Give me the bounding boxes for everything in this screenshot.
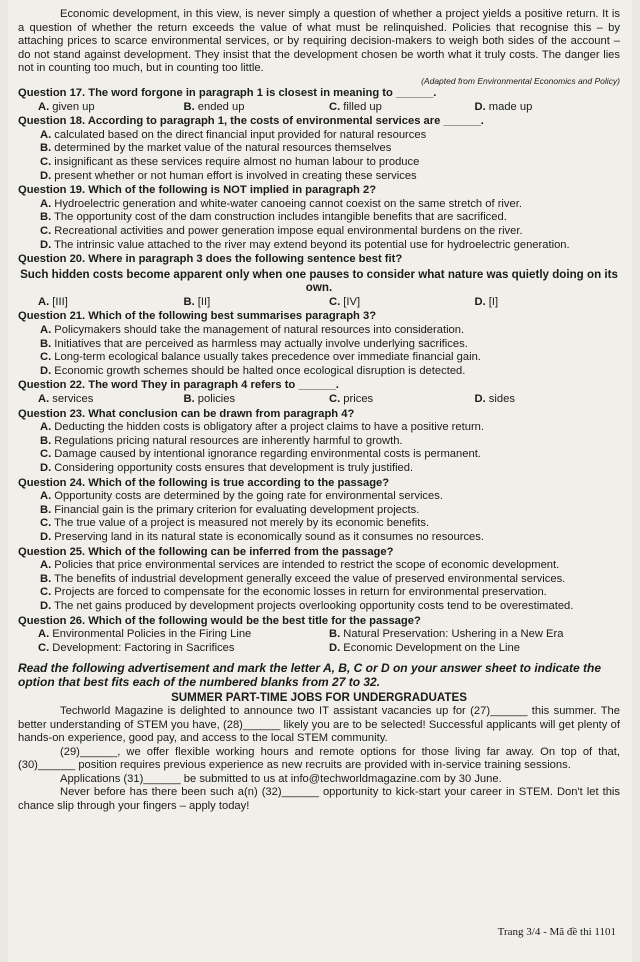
- question-list: [18, 87, 620, 655]
- answer-option[interactable]: D. Considering opportunity costs ensures that development is truly justified.: [40, 462, 414, 474]
- answer-option[interactable]: D. present whether or not human effort is involved in creating these services: [40, 169, 417, 182]
- answer-option[interactable]: C. filled up: [329, 100, 382, 113]
- answer-option-line: [18, 504, 620, 518]
- question-stem: Question 20. Where in paragraph 3 does the following sentence best fit?: [18, 253, 403, 266]
- options-row: [18, 393, 620, 407]
- answer-option-line: [18, 338, 620, 352]
- answer-option[interactable]: C. Development: Factoring in Sacrifices: [38, 641, 235, 654]
- question-stem: Question 21. Which of the following best summarises paragraph 3?: [18, 310, 377, 323]
- question-17: [18, 87, 620, 114]
- answer-option[interactable]: A. [III]: [38, 295, 68, 308]
- question-25: [18, 546, 620, 614]
- answer-option[interactable]: C. insignificant as these services require almost no human labour to produce: [40, 155, 420, 168]
- page-footer: Trang 3/4 - Mã đề thi 1101: [497, 926, 616, 939]
- answer-option[interactable]: A. Environmental Policies in the Firing Line: [38, 628, 252, 641]
- options-row: [18, 101, 620, 115]
- answer-option-line: [18, 211, 620, 225]
- answer-option[interactable]: B. Financial gain is the primary criterion for evaluating development projects.: [40, 503, 420, 516]
- question-26: [18, 615, 620, 656]
- question-stem: Question 18. According to paragraph 1, the costs of environmental services are ______.: [18, 115, 484, 128]
- question-23: [18, 408, 620, 476]
- answer-option-line: [18, 129, 620, 143]
- question-stem: Question 19. Which of the following is NOT implied in paragraph 2?: [18, 184, 377, 197]
- exam-page: [8, 0, 632, 962]
- answer-option-line: [18, 490, 620, 504]
- answer-option[interactable]: A. services: [38, 393, 94, 406]
- answer-option-line: [18, 435, 620, 449]
- question-18: [18, 115, 620, 183]
- answer-option-line: [18, 531, 620, 545]
- options-row: [18, 296, 620, 310]
- options-row: [18, 628, 620, 642]
- answer-option[interactable]: D. Economic Development on the Line: [329, 641, 520, 654]
- answer-option-line: [18, 324, 620, 338]
- answer-option[interactable]: B. Natural Preservation: Ushering in a New Era: [329, 628, 564, 641]
- answer-option[interactable]: C. Long-term ecological balance usually takes precedence over immediate financial gain.: [40, 351, 481, 364]
- ad-line-3: Applications (31)______ be submitted to us at info@techworldmagazine.com by 30 June.: [60, 772, 502, 785]
- answer-option-line: [18, 559, 620, 573]
- answer-option[interactable]: B. determined by the market value of the natural resources themselves: [40, 142, 392, 155]
- answer-option-line: [18, 239, 620, 253]
- answer-option[interactable]: B. ended up: [183, 100, 245, 113]
- question-stem: Question 26. Which of the following would be the best title for the passage?: [18, 614, 421, 627]
- answer-option[interactable]: B. Regulations pricing natural resources are inherently harmful to growth.: [40, 434, 403, 447]
- answer-option-line: [18, 573, 620, 587]
- answer-option-line: [18, 517, 620, 531]
- insert-sentence: Such hidden costs become apparent only when one pauses to consider what nature was quietly doing on its own.: [20, 267, 618, 295]
- answer-option[interactable]: D. sides: [474, 393, 515, 406]
- section-instruction: Read the following advertisement and mark the letter A, B, C or D on your answer sheet to indicate the option that best fits each of the numbered blanks from 27 to 32.: [18, 661, 602, 690]
- answer-option[interactable]: A. Policymakers should take the management of natural resources into consideration.: [40, 324, 465, 337]
- answer-option-line: [18, 586, 620, 600]
- answer-option[interactable]: D. The intrinsic value attached to the river may extend beyond its potential use for hydroelectric generation.: [40, 238, 570, 251]
- answer-option[interactable]: A. given up: [38, 100, 95, 113]
- question-stem: Question 24. Which of the following is true according to the passage?: [18, 476, 390, 489]
- advertisement-title: SUMMER PART-TIME JOBS FOR UNDERGRADUATES: [171, 691, 467, 705]
- answer-option-line: [18, 198, 620, 212]
- question-22: [18, 379, 620, 406]
- answer-option-line: [18, 142, 620, 156]
- ad-line-1: Techworld Magazine is delighted to announce two IT assistant vacancies up for (27)______ this summer. The better understanding of STEM you have, (28)______ likely you are to be selected! Successful applicants will get plenty of hands-on experience, good pay, and access to the local STEM community.: [18, 704, 620, 745]
- answer-option[interactable]: D. made up: [474, 100, 533, 113]
- answer-option-line: [18, 156, 620, 170]
- answer-option[interactable]: B. The benefits of industrial development generally exceed the value of preserved environmental services.: [40, 572, 566, 585]
- answer-option-line: [18, 170, 620, 184]
- question-stem: Question 25. Which of the following can be inferred from the passage?: [18, 545, 394, 558]
- watermark: ✦: [394, 305, 461, 368]
- answer-option[interactable]: C. [IV]: [329, 295, 361, 308]
- answer-option[interactable]: C. Damage caused by intentional ignorance regarding environmental costs is permanent.: [40, 448, 481, 461]
- question-24: [18, 477, 620, 545]
- answer-option[interactable]: D. Economic growth schemes should be halted once ecological disruption is detected.: [40, 364, 466, 377]
- ad-line-4: Never before has there been such a(n) (32)______ opportunity to kick-start your career in STEM. Don't let this chance slip through your fingers – apply today!: [18, 786, 620, 813]
- question-19: [18, 184, 620, 252]
- options-row: [18, 642, 620, 656]
- answer-option[interactable]: B. policies: [183, 393, 236, 406]
- answer-option[interactable]: A. Opportunity costs are determined by the going rate for environmental services.: [40, 490, 443, 503]
- answer-option-line: [18, 365, 620, 379]
- ad-line-2: (29)______, we offer flexible working hours and remote options for those living far away. On top of that, (30)______ position requires previous experience as new recruits are provided with in-service training sessions.: [18, 745, 620, 772]
- answer-option[interactable]: C. Recreational activities and power generation impose equal environmental burdens on the river.: [40, 224, 523, 237]
- answer-option[interactable]: A. Policies that price environmental services are intended to restrict the scope of economic development.: [40, 559, 560, 572]
- answer-option-line: [18, 462, 620, 476]
- question-stem: Question 23. What conclusion can be drawn from paragraph 4?: [18, 407, 355, 420]
- question-21: [18, 305, 620, 378]
- question-stem: Question 17. The word forgone in paragraph 1 is closest in meaning to ______.: [18, 86, 437, 99]
- answer-option[interactable]: A. calculated based on the direct financial input provided for natural resources: [40, 128, 427, 141]
- answer-option-line: [18, 225, 620, 239]
- question-stem: Question 22. The word They in paragraph 4 refers to ______.: [18, 379, 339, 392]
- passage-source: (Adapted from Environmental Economics and Policy): [421, 75, 620, 86]
- answer-option[interactable]: A. Hydroelectric generation and white-water canoeing cannot coexist on the same stretch of river.: [40, 197, 522, 210]
- answer-option-line: [18, 448, 620, 462]
- answer-option[interactable]: B. The opportunity cost of the dam construction includes intangible benefits that are sacrificed.: [40, 211, 507, 224]
- answer-option[interactable]: D. [I]: [474, 295, 499, 308]
- answer-option[interactable]: B. [II]: [183, 295, 211, 308]
- answer-option-line: [18, 600, 620, 614]
- answer-option[interactable]: C. prices: [329, 393, 374, 406]
- answer-option[interactable]: C. Projects are forced to compensate for the economic losses in return for environmental preservation.: [40, 586, 547, 599]
- answer-option[interactable]: C. The true value of a project is measured not merely by its economic benefits.: [40, 517, 430, 530]
- answer-option[interactable]: A. Deducting the hidden costs is obligatory after a project claims to have a positive return.: [40, 421, 484, 434]
- answer-option-line: [18, 421, 620, 435]
- question-20: [18, 253, 620, 309]
- answer-option-line: [18, 351, 620, 365]
- answer-option[interactable]: D. The net gains produced by development projects overlooking opportunity costs tend to be overestimated.: [40, 599, 574, 612]
- answer-option[interactable]: D. Preserving land in its natural state is economically sound as it consumes no resources.: [40, 530, 484, 543]
- passage-paragraph: Economic development, in this view, is never simply a question of whether a project yields a positive return. It is a question of whether the return exceeds the value of what must be relinquished. Policies that recognise this – by attaching prices to scarce environmental services, or by requiring decision-makers to weigh both sides of the account – do not stand against development. They insist that the development chosen be worth what it truly costs. The danger lies not in counting too much, but in counting too little.: [18, 8, 620, 75]
- answer-option[interactable]: B. Initiatives that are perceived as harmless may actually involve underlying sacrifices.: [40, 337, 468, 350]
